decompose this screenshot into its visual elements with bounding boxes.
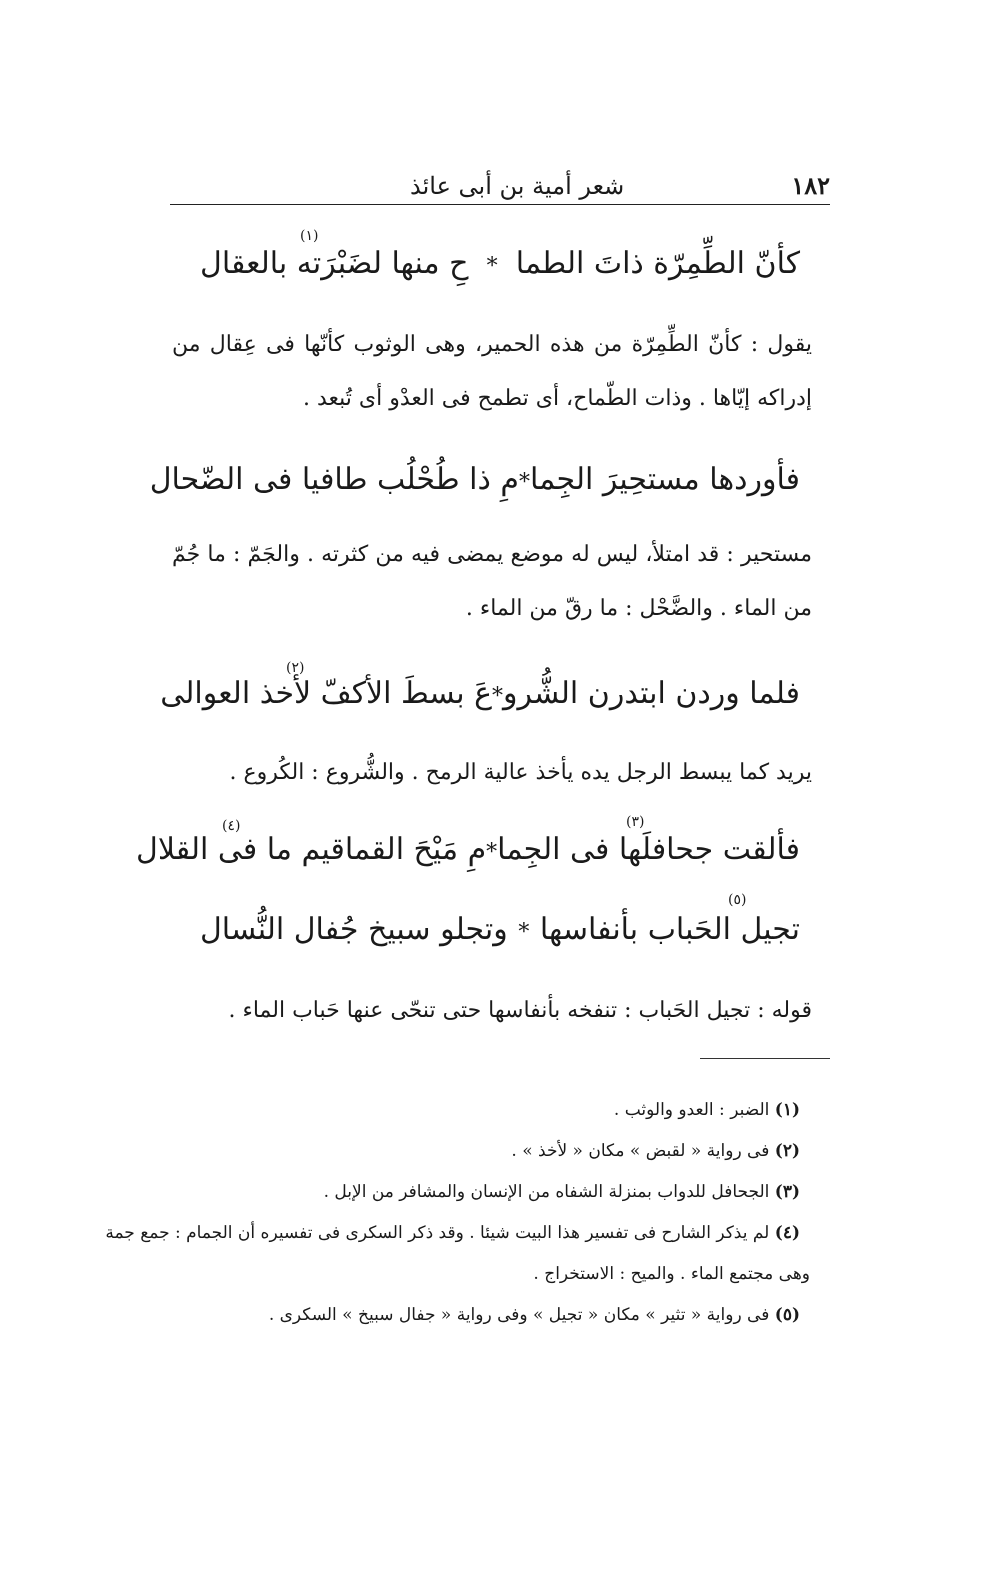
footnote-4: [105, 1213, 810, 1254]
footnote-number: (٥): [774, 1305, 800, 1325]
footnote-number: (٢): [774, 1141, 800, 1161]
footnote-marker-5: (٥): [728, 892, 747, 908]
verse-separator: *: [518, 920, 530, 945]
commentary-1: يقول : كأنّ الطِّمِرّة من هذه الحمير، وهى الوثوب كأنّها فى عِقال من إدراكه إيّاها . وذات الطّماح، أى تطمح فى العدْو أى تُبعد .: [172, 332, 812, 411]
verse-4-second-hemistich: مِ مَيْحَ القماقيم ما فى القلال: [136, 832, 487, 867]
verse-separator: *: [518, 470, 530, 495]
verse-2-first-hemistich: فأوردها مستحِيرَ الجِما: [529, 462, 800, 497]
verse-2-second-hemistich: مِ ذا طُحْلُب طافيا فى الضّحال: [149, 462, 519, 497]
verse-1-second-hemistich: حِ منها لضَبْرَته بالعقال: [200, 246, 469, 281]
verse-4: [136, 832, 800, 867]
footnote-marker-2: (٢): [286, 660, 305, 676]
footnote-5: [170, 1295, 810, 1336]
footnote-text: الضبر : العدو والوثب .: [613, 1100, 770, 1120]
page-header: [170, 160, 830, 200]
footnote-text: فى رواية « لقبض » مكان « لأخذ » .: [511, 1141, 770, 1161]
footnotes: [105, 1090, 810, 1336]
footnote-marker-3: (٣): [626, 814, 645, 830]
footnote-3: [170, 1172, 810, 1213]
verse-5-second-hemistich: وتجلو سبيخ جُفال النُّسال: [200, 912, 508, 947]
verse-2: [149, 462, 800, 497]
verse-4-first-hemistich: فألقت جحافلَها فى الجِما: [497, 832, 800, 867]
footnote-marker-4: (٤): [222, 818, 241, 834]
footnote-text: وهى مجتمع الماء . والميح : الاستخراج .: [533, 1264, 810, 1284]
commentary-3: يريد كما يبسط الرجل يده يأخذ عالية الرمح . والشُّروع : الكُروع .: [229, 760, 812, 785]
page-number: ١٨٢: [791, 171, 830, 200]
footnote-number: (١): [774, 1100, 800, 1120]
footnote-number: (٣): [774, 1182, 800, 1202]
verse-1-first-hemistich: كأنّ الطِّمِرّة ذاتَ الطما: [515, 246, 800, 281]
footnote-rule: [700, 1058, 830, 1059]
verse-separator: *: [486, 840, 498, 865]
footnote-2: [170, 1131, 810, 1172]
footnote-marker-1: (١): [300, 228, 319, 244]
footnote-1: [170, 1090, 810, 1131]
verse-3: [160, 676, 800, 711]
footnote-text: لم يذكر الشارح فى تفسير هذا البيت شيئا . وقد ذكر السكرى فى تفسيره أن الجمام : جمع جمة: [105, 1223, 770, 1243]
verse-3-second-hemistich: عَ بسطَ الأكفّ لأخذ العوالى: [160, 676, 492, 711]
footnote-text: فى رواية « تثير » مكان « تجيل » وفى رواية « جفال سبيخ » السكرى .: [268, 1305, 770, 1325]
commentary-4: قوله : تجيل الحَباب : تنفخه بأنفاسها حتى تنحّى عنها حَباب الماء .: [228, 998, 812, 1023]
verse-5-first-hemistich: تجيل الحَباب بأنفاسها: [539, 912, 800, 947]
verse-3-first-hemistich: فلما وردن ابتدرن الشُّرو: [502, 676, 800, 711]
footnote-number: (٤): [774, 1223, 800, 1243]
verse-5: [200, 912, 800, 947]
verse-separator: *: [491, 684, 503, 709]
footnote-4-continuation: [170, 1254, 810, 1295]
footnote-text: الجحافل للدواب بمنزلة الشفاه من الإنسان والمشافر من الإبل .: [323, 1182, 770, 1202]
verse-1: [200, 246, 800, 281]
verse-separator: *: [486, 254, 498, 279]
running-title: شعر أمية بن أبى عائذ: [410, 172, 625, 200]
header-rule: [170, 204, 830, 205]
commentary-2: مستحير : قد امتلأ، ليس له موضع يمضى فيه من كثرته . والجَمّ : ما جُمّ من الماء . والضَّحْل : ما رقّ من الماء .: [172, 542, 812, 621]
